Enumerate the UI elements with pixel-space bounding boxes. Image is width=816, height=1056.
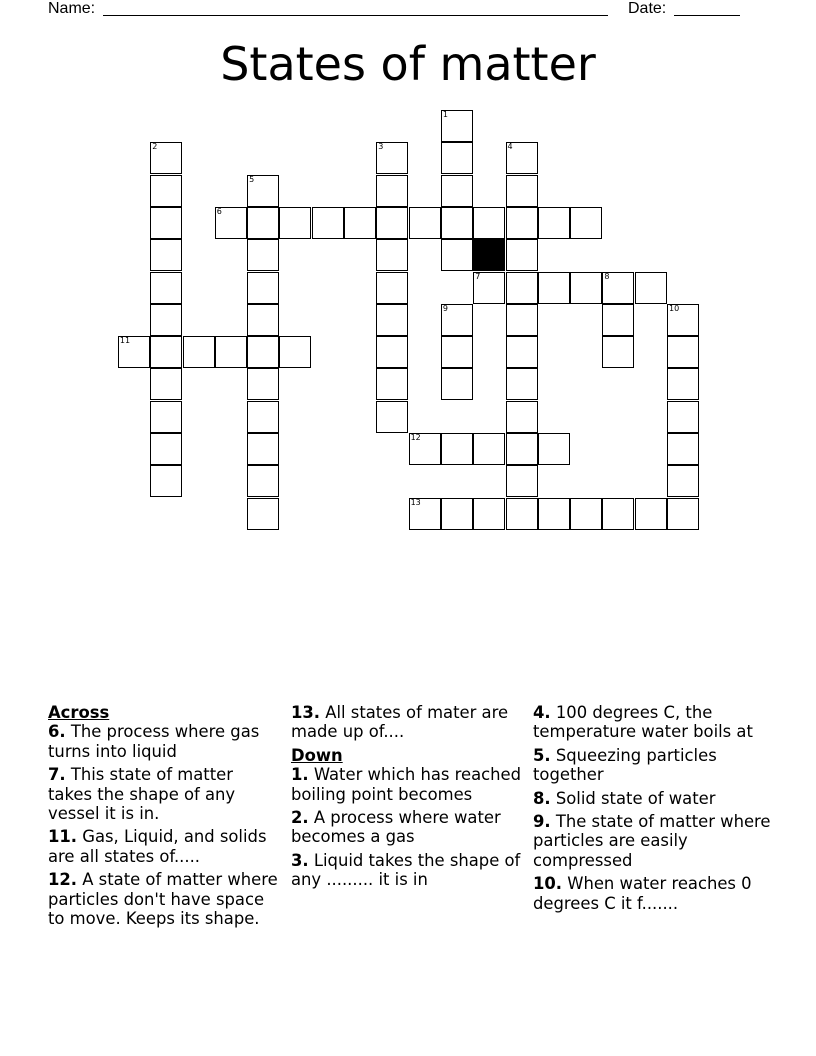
grid-cell[interactable] — [150, 401, 182, 433]
clue-across-6: 6. The process where gas turns into liquid — [48, 722, 260, 761]
clue-number: 12 — [410, 433, 421, 442]
grid-cell[interactable] — [150, 433, 182, 465]
down-heading: Down — [291, 745, 343, 765]
clue-down-2: 2. A process where water becomes a gas — [291, 808, 501, 847]
grid-cell[interactable] — [247, 272, 279, 304]
grid-cell[interactable] — [376, 272, 408, 304]
grid-cell[interactable] — [506, 498, 538, 530]
clues-column-3 — [533, 703, 773, 917]
grid-cell[interactable] — [376, 368, 408, 400]
grid-cell[interactable] — [602, 498, 634, 530]
clue-down-5: 5. Squeezing particles together — [533, 745, 717, 785]
clue-across-13: 13. All states of mater are made up of.... — [291, 703, 509, 742]
grid-cell[interactable] — [312, 207, 344, 239]
grid-cell[interactable] — [538, 433, 570, 465]
grid-cell[interactable] — [409, 498, 441, 530]
grid-cell[interactable] — [667, 465, 699, 497]
grid-cell[interactable] — [279, 336, 311, 368]
clue-down-3: 3. Liquid takes the shape of any ......... it is in — [291, 850, 521, 890]
grid-cell[interactable] — [441, 207, 473, 239]
grid-cell[interactable] — [473, 207, 505, 239]
grid-cell[interactable] — [667, 498, 699, 530]
clue-number: 8 — [604, 271, 610, 281]
grid-cell[interactable] — [506, 239, 538, 271]
grid-cell[interactable] — [150, 368, 182, 400]
clue-number: 5 — [249, 174, 255, 184]
grid-cell[interactable] — [506, 401, 538, 433]
grid-cell[interactable] — [506, 368, 538, 400]
grid-cell[interactable] — [150, 207, 182, 239]
clue-number: 2 — [152, 142, 158, 152]
grid-cell[interactable] — [376, 304, 408, 336]
clue-number: 9 — [442, 303, 448, 313]
grid-cell[interactable] — [667, 304, 699, 336]
grid-cell[interactable] — [635, 272, 667, 304]
grid-cell[interactable] — [506, 433, 538, 465]
grid-cell[interactable] — [506, 175, 538, 207]
grid-cell[interactable] — [441, 110, 473, 142]
clue-number: 3 — [378, 142, 384, 152]
grid-cell[interactable] — [538, 207, 570, 239]
grid-cell[interactable] — [602, 336, 634, 368]
grid-cell[interactable] — [538, 272, 570, 304]
grid-cell[interactable] — [376, 207, 408, 239]
grid-cell[interactable] — [247, 336, 279, 368]
grid-cell[interactable] — [215, 207, 247, 239]
grid-cell[interactable] — [376, 239, 408, 271]
clue-down-10: 10. When water reaches 0 degrees C it f....... — [533, 874, 752, 913]
grid-cell[interactable] — [602, 272, 634, 304]
clue-number: 1 — [442, 110, 448, 119]
grid-cell[interactable] — [376, 175, 408, 207]
grid-cell[interactable] — [506, 272, 538, 304]
grid-cell[interactable] — [150, 239, 182, 271]
grid-cell[interactable] — [441, 336, 473, 368]
grid-cell[interactable] — [279, 207, 311, 239]
date-label: Date: — [628, 0, 667, 17]
grid-cell[interactable] — [150, 304, 182, 336]
grid-cell[interactable] — [441, 239, 473, 271]
clue-number: 10 — [669, 303, 680, 313]
grid-cell[interactable] — [667, 401, 699, 433]
grid-cell[interactable] — [506, 142, 538, 174]
grid-cell[interactable] — [150, 465, 182, 497]
page-title: States of matter — [220, 37, 596, 91]
grid-cell[interactable] — [150, 336, 182, 368]
clue-number: 7 — [475, 271, 481, 281]
across-heading: Across — [48, 703, 110, 722]
grid-cell[interactable] — [247, 433, 279, 465]
clue-down-9: 9. The state of matter where particles are easily compressed — [533, 812, 771, 870]
grid-cell[interactable] — [441, 368, 473, 400]
grid-cell[interactable] — [441, 433, 473, 465]
grid-cell[interactable] — [473, 433, 505, 465]
grid-cell[interactable] — [635, 498, 667, 530]
grid-cell[interactable] — [667, 368, 699, 400]
grid-cell[interactable] — [570, 207, 602, 239]
grid-cell[interactable] — [247, 239, 279, 271]
grid-cell[interactable] — [150, 175, 182, 207]
grid-cell[interactable] — [247, 175, 279, 207]
clue-down-4: 4. 100 degrees C, the temperature water boils at — [533, 703, 753, 742]
clue-number: 6 — [216, 206, 222, 216]
grid-cell[interactable] — [473, 272, 505, 304]
grid-cell[interactable] — [247, 401, 279, 433]
grid-cell[interactable] — [667, 336, 699, 368]
grid-cell[interactable] — [247, 304, 279, 336]
clues-column-2 — [291, 703, 523, 894]
grid-cell[interactable] — [570, 498, 602, 530]
grid-cell[interactable] — [538, 498, 570, 530]
grid-cell[interactable] — [473, 498, 505, 530]
clue-across-12: 12. A state of matter where particles don't have space to move. Keeps its shape. — [48, 870, 278, 929]
grid-cell[interactable] — [506, 336, 538, 368]
grid-cell[interactable] — [441, 142, 473, 174]
grid-cell[interactable] — [570, 272, 602, 304]
grid-cell[interactable] — [409, 207, 441, 239]
grid-cell[interactable] — [441, 498, 473, 530]
grid-cell[interactable] — [441, 304, 473, 336]
name-label: Name: — [48, 0, 96, 17]
grid-cell[interactable] — [602, 304, 634, 336]
grid-cell[interactable] — [247, 368, 279, 400]
grid-cell[interactable] — [247, 498, 279, 530]
clue-number: 11 — [119, 336, 131, 346]
grid-cell[interactable] — [247, 207, 279, 239]
grid-cell[interactable] — [150, 142, 182, 174]
clue-down-8: 8. Solid state of water — [533, 788, 716, 808]
grid-cell[interactable] — [441, 175, 473, 207]
grid-cell[interactable] — [215, 336, 247, 368]
clue-down-1: 1. Water which has reached boiling point becomes — [291, 765, 522, 804]
clues-column-1 — [48, 703, 280, 932]
grid-cell[interactable] — [409, 433, 441, 465]
grid-cell[interactable] — [506, 465, 538, 497]
grid-cell[interactable] — [344, 207, 376, 239]
grid-cell[interactable] — [183, 336, 215, 368]
grid-cell[interactable] — [150, 272, 182, 304]
grid-cell[interactable] — [376, 142, 408, 174]
grid-cell[interactable] — [506, 304, 538, 336]
grid-cell[interactable] — [247, 465, 279, 497]
clue-number: 13 — [410, 497, 421, 507]
grid-cell[interactable] — [506, 207, 538, 239]
grid-cell[interactable] — [376, 336, 408, 368]
clue-number: 4 — [507, 142, 513, 152]
clue-across-11: 11. Gas, Liquid, and solids are all states of..... — [48, 827, 267, 866]
grid-cell[interactable] — [667, 433, 699, 465]
grid-cell[interactable] — [118, 336, 150, 368]
clue-across-7: 7. This state of matter takes the shape of any vessel it is in. — [48, 765, 236, 824]
black-square — [473, 239, 505, 271]
grid-cell[interactable] — [376, 401, 408, 433]
